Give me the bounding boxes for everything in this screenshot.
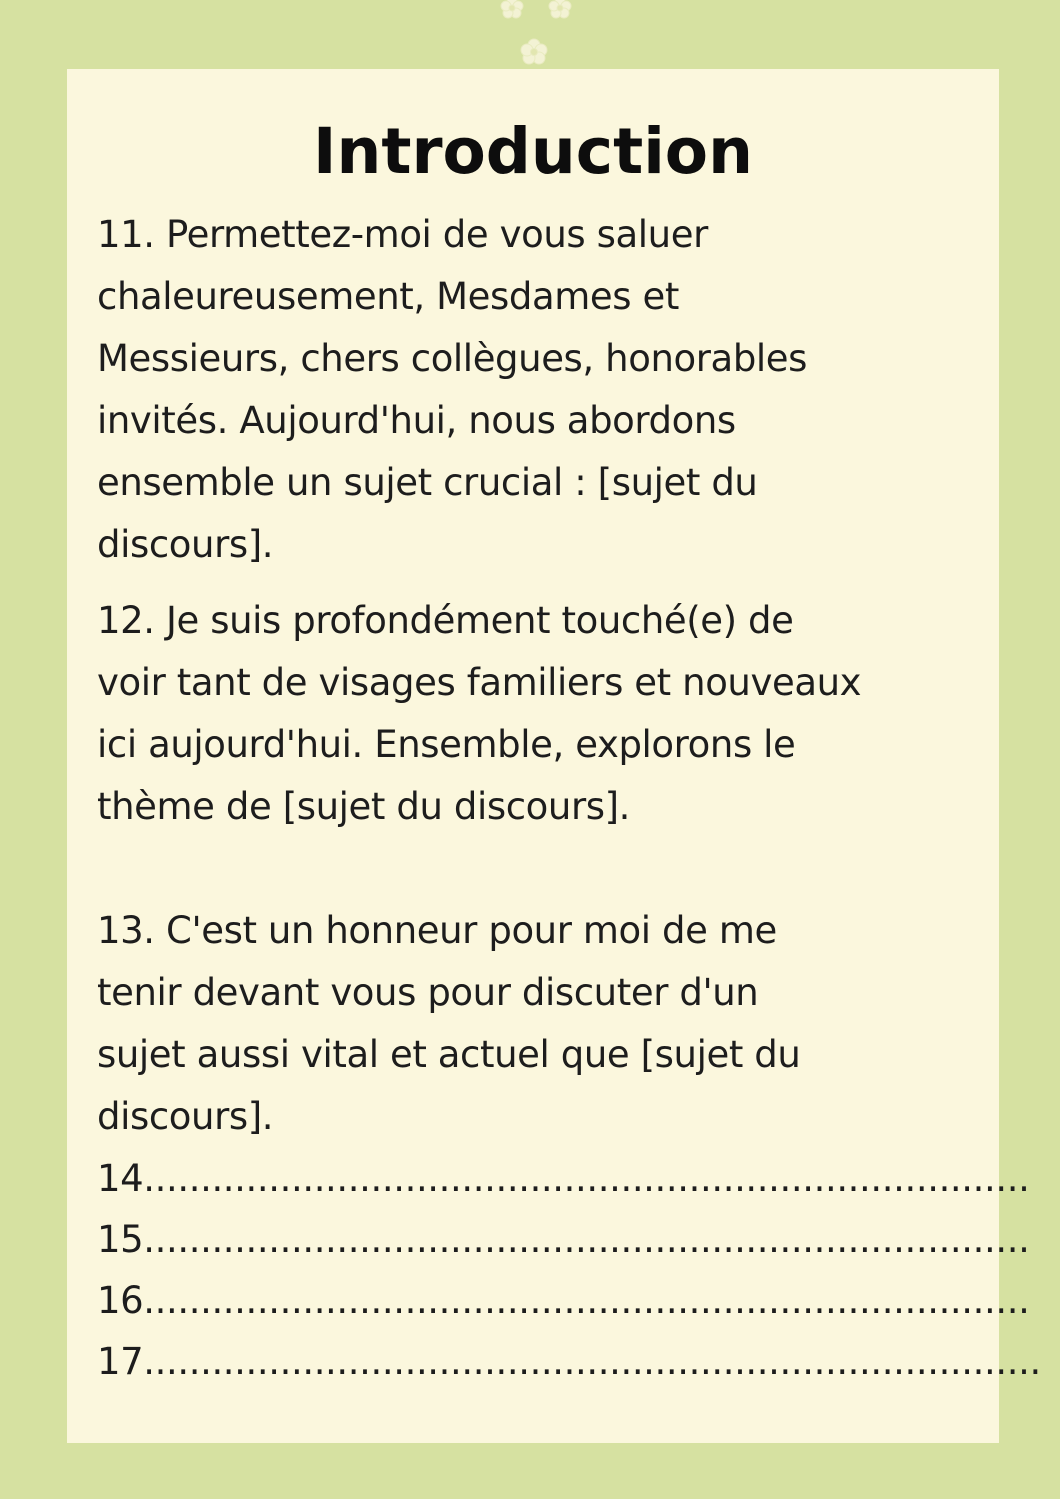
blank-lines-list (97, 1148, 1041, 1392)
blank-line-17: 17............................................................................... (97, 1340, 1041, 1383)
text-line: sujet aussi vital et actuel que [sujet du (97, 1033, 801, 1076)
flower-decoration-icon (480, 0, 590, 70)
text-line: discours]. (97, 523, 274, 566)
content-card (67, 69, 1041, 1443)
text-line: Messieurs, chers collègues, honorables (97, 337, 808, 380)
text-line: 13. C'est un honneur pour moi de me (97, 909, 777, 952)
text-line: voir tant de visages familiers et nouveaux (97, 661, 862, 704)
paragraph-12 (97, 590, 987, 838)
blank-line-15: 15.............................................................................. (97, 1218, 1030, 1261)
text-line: ici aujourd'hui. Ensemble, explorons le (97, 723, 796, 766)
page-title: Introduction (313, 115, 753, 188)
paragraph-13 (97, 900, 987, 1148)
text-line: ensemble un sujet crucial : [sujet du (97, 461, 758, 504)
text-line: chaleureusement, Mesdames et (97, 275, 679, 318)
text-line: 12. Je suis profondément touché(e) de (97, 599, 794, 642)
blank-line-14: 14.............................................................................. (97, 1157, 1030, 1200)
paragraph-11 (97, 204, 987, 576)
text-line: tenir devant vous pour discuter d'un (97, 971, 759, 1014)
text-line: discours]. (97, 1095, 274, 1138)
text-line: invités. Aujourd'hui, nous abordons (97, 399, 736, 442)
text-line: 11. Permettez-moi de vous saluer (97, 213, 708, 256)
blank-line-16: 16.............................................................................. (97, 1279, 1030, 1322)
text-line: thème de [sujet du discours]. (97, 785, 631, 828)
